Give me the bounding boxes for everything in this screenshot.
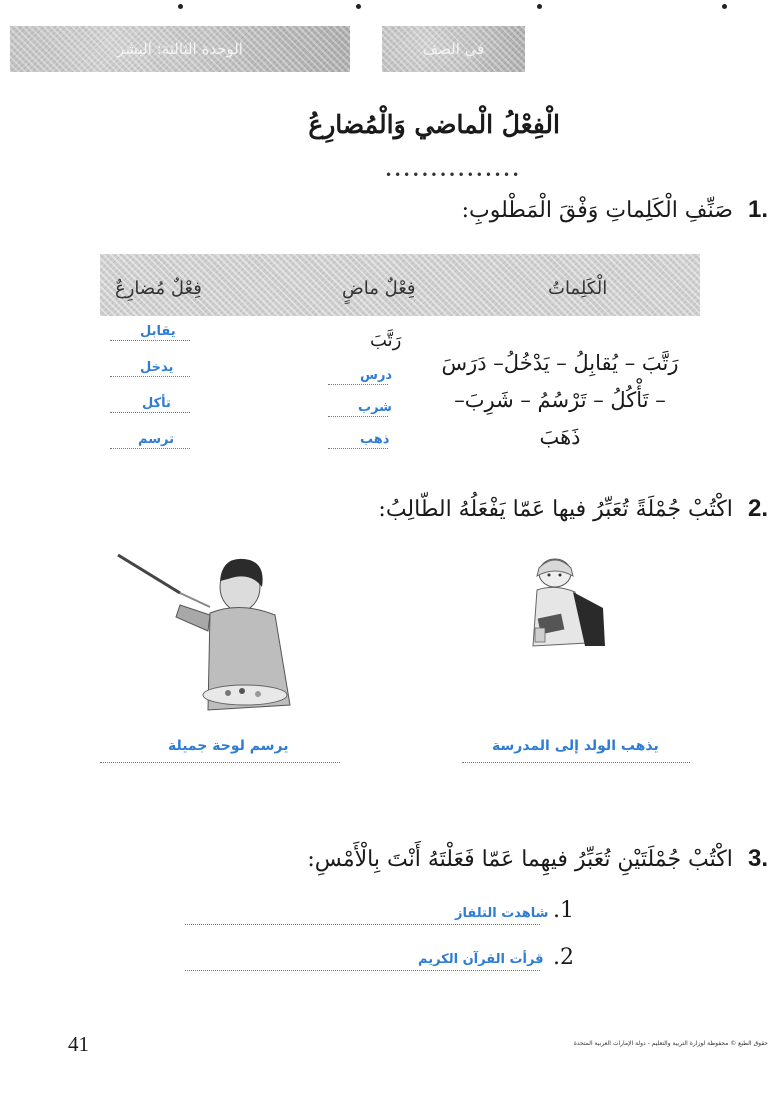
column-header-words: الْكَلِماتُ bbox=[548, 278, 608, 299]
question-number: 3. bbox=[747, 845, 768, 872]
past-answer-1: رَتَّبَ bbox=[370, 330, 402, 351]
past-answer-3: شرب bbox=[358, 400, 392, 415]
q2-answer-left: يرسم لوحة جميلة bbox=[168, 738, 289, 754]
student-with-books-illustration bbox=[515, 548, 615, 663]
word-line: – تَأْكُلُ – تَرْسُمُ – شَرِبَ– bbox=[454, 388, 666, 412]
page-number: 41 bbox=[68, 1032, 89, 1056]
q2-answer-right: يذهب الولد إلى المدرسة bbox=[492, 738, 659, 754]
answer-line bbox=[110, 412, 190, 413]
question-3 bbox=[68, 845, 768, 873]
scan-mark bbox=[537, 4, 542, 9]
answer-line bbox=[110, 448, 190, 449]
answer-line bbox=[328, 448, 388, 449]
answer-line bbox=[110, 340, 190, 341]
scan-mark bbox=[178, 4, 183, 9]
present-answer-2: يدخل bbox=[140, 360, 174, 375]
q3-item-1-number: .1 bbox=[553, 898, 574, 923]
q3-item-1-answer: شاهدت التلفاز bbox=[455, 906, 549, 921]
copyright-notice: حقوق الطبع © محفوظة لوزارة التربية والتعليم - دولة الإمارات العربية المتحدة bbox=[573, 1040, 768, 1047]
answer-line bbox=[185, 970, 540, 971]
answer-line bbox=[328, 384, 388, 385]
question-text: صَنِّفِ الْكَلِماتِ وَفْقَ الْمَطْلوبِ: bbox=[461, 198, 733, 223]
question-2 bbox=[248, 495, 768, 523]
word-line: رَتَّبَ – يُقابِلُ – يَدْخُلُ– دَرَسَ bbox=[441, 351, 679, 375]
scan-mark bbox=[356, 4, 361, 9]
q3-item-2-answer: قرأت القرآن الكريم bbox=[418, 952, 544, 967]
answer-line bbox=[100, 762, 340, 763]
question-text: اكْتُبْ جُمْلَتَيْنِ تُعَبِّرُ فيهِما عَمّا فَعَلْتَهُ أَنْتَ بِالْأَمْسِ: bbox=[307, 847, 733, 872]
word-line: ذَهَبَ bbox=[539, 425, 581, 449]
present-answer-3: تأكل bbox=[142, 396, 171, 411]
question-1 bbox=[168, 196, 768, 224]
answer-line bbox=[328, 416, 388, 417]
title-dots: ••••••••••••••• bbox=[385, 168, 522, 182]
q3-item-2-number: .2 bbox=[553, 945, 574, 970]
past-answer-2: درس bbox=[360, 368, 393, 383]
word-list bbox=[440, 345, 680, 456]
question-number: 2. bbox=[747, 495, 768, 522]
past-answer-4: ذهب bbox=[360, 432, 390, 447]
scan-mark bbox=[722, 4, 727, 9]
section-badge-label: في الصف bbox=[422, 40, 485, 58]
section-badge bbox=[382, 26, 525, 72]
column-header-present: فِعْلٌ مُضارِعٌ bbox=[115, 278, 202, 299]
unit-badge bbox=[10, 26, 350, 72]
present-answer-1: يقابل bbox=[140, 324, 176, 339]
column-header-past: فِعْلٌ ماضٍ bbox=[342, 278, 416, 299]
answer-line bbox=[110, 376, 190, 377]
present-answer-4: ترسم bbox=[138, 432, 174, 447]
unit-badge-label: الوحدة الثالثة: البشر bbox=[117, 40, 243, 58]
boy-painting-illustration bbox=[110, 545, 350, 725]
question-text: اكْتُبْ جُمْلَةً تُعَبِّرُ فيها عَمّا يَفْعَلُهُ الطّالِبُ: bbox=[378, 497, 733, 522]
question-number: 1. bbox=[747, 196, 768, 223]
page-title: الْفِعْلُ الْماضي وَالْمُضارِعُ bbox=[308, 110, 560, 139]
answer-line bbox=[462, 762, 690, 763]
answer-line bbox=[185, 924, 540, 925]
